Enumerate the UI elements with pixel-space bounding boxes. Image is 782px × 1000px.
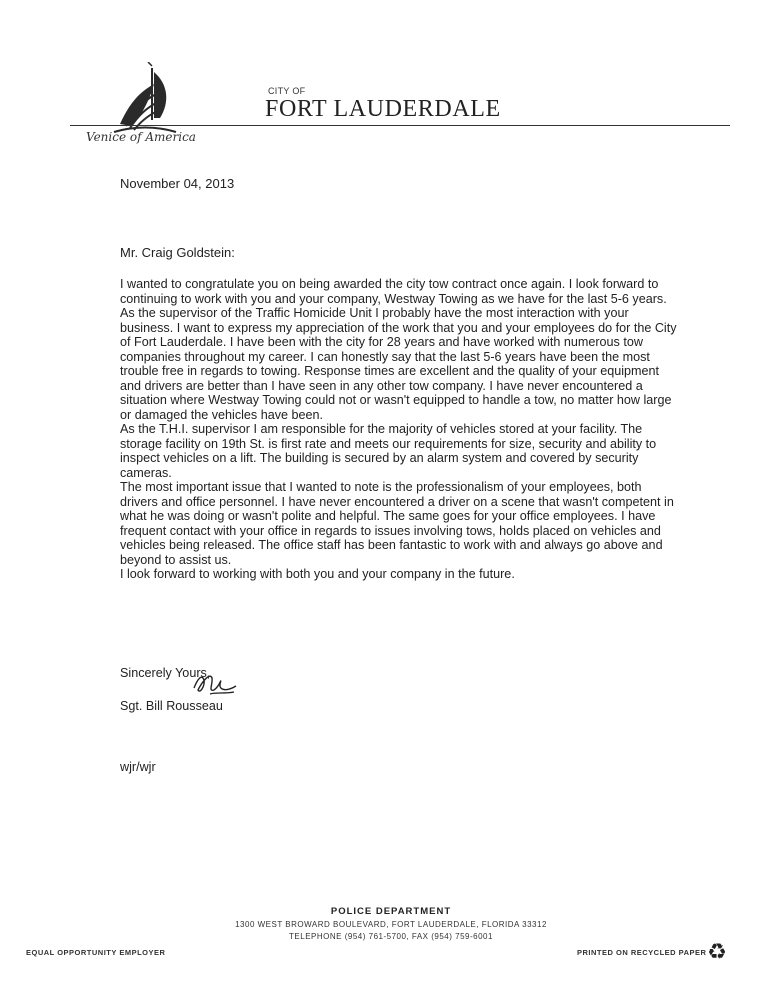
footer-phone: TELEPHONE (954) 761-5700, FAX (954) 759-6001 [289, 932, 493, 941]
letter-paragraph: As the supervisor of the Traffic Homicide Unit I probably have the most interaction with your business. I want to express my appreciation of the work that you and your employees do for the City of Fort Lauderdale. I have been with the city for 28 years and have worked with numerous tow companies throughout my career. I can honestly say that the last 5-6 years have been the most trouble free in regards to towing. Response times are excellent and the quality of your equipment and drivers are better than I have seen in any other tow company. I have never encountered a situation where Westway Towing could not or wasn't equipped to handle a tow, no matter how large or damaged the vehicles have been. [120, 306, 677, 422]
letter-paragraph: I look forward to working with both you and your company in the future. [120, 567, 515, 581]
letter-body [120, 277, 680, 582]
letter-paragraph: As the T.H.I. supervisor I am responsible for the majority of vehicles stored at your facility. The storage facility on 19th St. is first rate and meets our requirements for size, security and ability to inspect vehicles on a lift. The building is secured by an alarm system and covered by security cameras. [120, 422, 657, 480]
recycle-icon: ♻ [707, 939, 727, 964]
footer-recycled-paper: PRINTED ON RECYCLED PAPER [577, 948, 707, 957]
letter-closing: Sincerely Yours, [120, 666, 211, 680]
letterhead-city-name: FORT LAUDERDALE [265, 96, 501, 122]
letterhead-motto: Venice of America [86, 130, 196, 144]
letter-initials: wjr/wjr [120, 760, 156, 774]
signature-icon [190, 664, 240, 700]
letterhead-city-of: CITY OF [268, 86, 306, 96]
footer-address: 1300 WEST BROWARD BOULEVARD, FORT LAUDERDALE, FLORIDA 33312 [235, 920, 547, 929]
footer-equal-opportunity: EQUAL OPPORTUNITY EMPLOYER [26, 948, 166, 957]
city-logo-icon [110, 62, 180, 134]
letter-salutation: Mr. Craig Goldstein: [120, 245, 235, 260]
letter-signer: Sgt. Bill Rousseau [120, 699, 223, 713]
letter-paragraph: The most important issue that I wanted to note is the professionalism of your employees, both drivers and office personnel. I have never encountered a driver on a scene that wasn't competent in what he was doing or wasn't polite and helpful. The same goes for your office employees. I have frequent contact with your office in regards to issues involving tows, holds placed on vehicles and vehicles being released. The office staff has been fantastic to work with and always go above and beyond to assist us. [120, 480, 674, 567]
letter-paragraph: I wanted to congratulate you on being awarded the city tow contract once again. I look forward to continuing to work with you and your company, Westway Towing as we have for the last 5-6 years. [120, 277, 667, 306]
letter-date: November 04, 2013 [120, 176, 235, 191]
footer-department: POLICE DEPARTMENT [330, 906, 452, 917]
letterhead-rule [70, 125, 730, 126]
